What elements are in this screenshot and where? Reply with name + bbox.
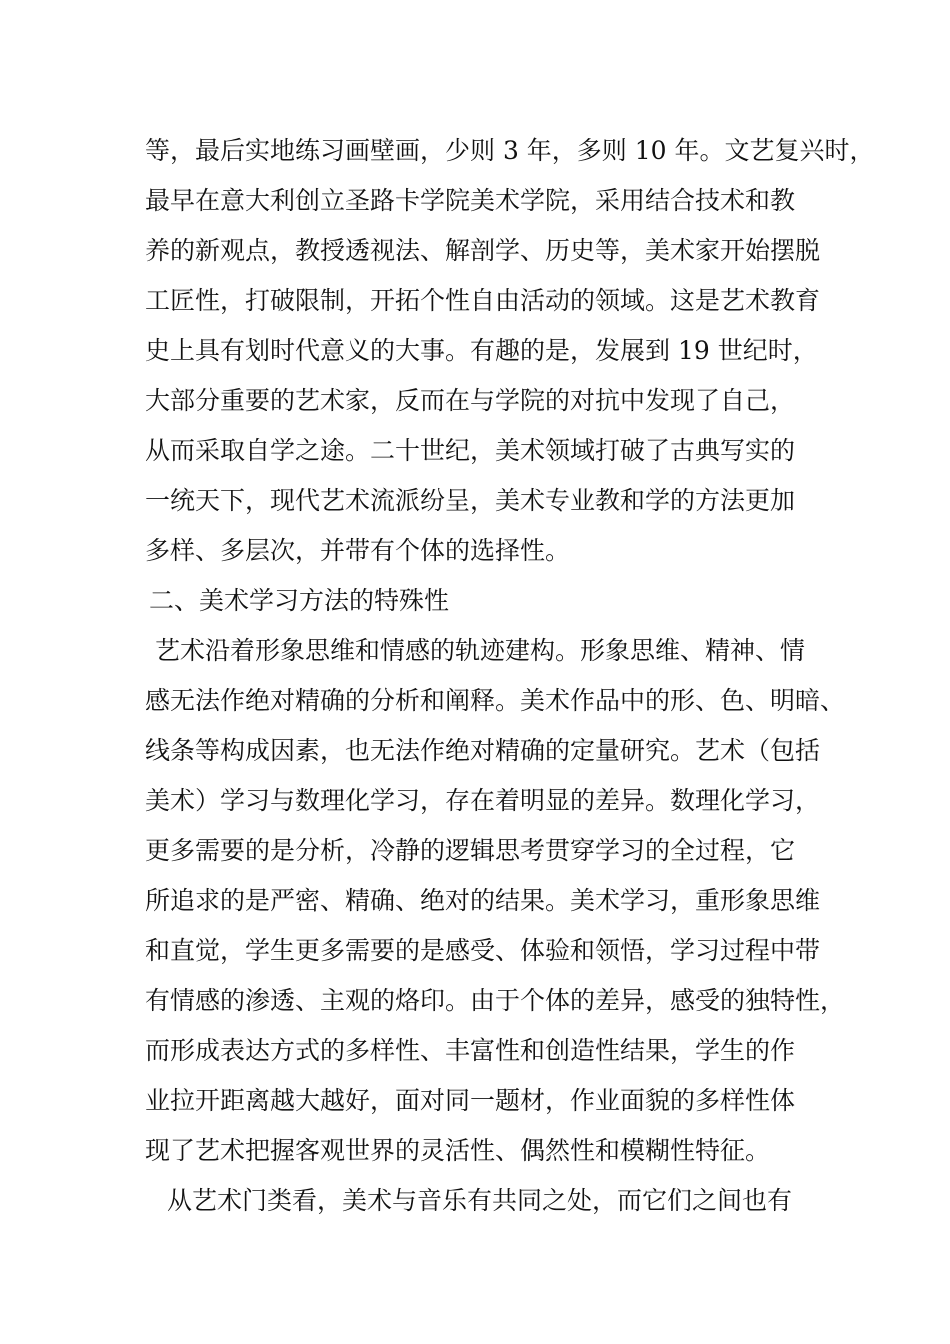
paragraph-1-line: 多样、多层次，并带有个体的选择性。 [145,536,571,565]
paragraph-2-line: 而形成表达方式的多样性、丰富性和创造性结果，学生的作 [145,1036,796,1065]
paragraph-2-line: 艺术沿着形象思维和情感的轨迹建构。形象思维、精神、情 [155,636,806,665]
paragraph-2-line: 现了艺术把握客观世界的灵活性、偶然性和模糊性特征。 [145,1136,771,1165]
paragraph-1-line: 从而采取自学之途。二十世纪，美术领域打破了古典写实的 [145,436,796,465]
paragraph-2-line: 感无法作绝对精确的分析和阐释。美术作品中的形、色、明暗、 [145,686,846,715]
paragraph-2-line: 美术）学习与数理化学习，存在着明显的差异。数理化学习， [145,786,821,815]
paragraph-2-line: 有情感的渗透、主观的烙印。由于个体的差异，感受的独特性， [145,986,846,1015]
paragraph-3-line: 从艺术门类看，美术与音乐有共同之处，而它们之间也有 [167,1186,793,1215]
paragraph-1-line: 等，最后实地练习画壁画，少则 3 年，多则 10 年。文艺复兴时， [145,136,875,165]
paragraph-2-line: 业拉开距离越大越好，面对同一题材，作业面貌的多样性体 [145,1086,796,1115]
paragraph-2-line: 更多需要的是分析，冷静的逻辑思考贯穿学习的全过程，它 [145,836,796,865]
section-heading: 二、美术学习方法的特殊性 [149,586,450,615]
paragraph-1-line: 大部分重要的艺术家，反而在与学院的对抗中发现了自己， [145,386,796,415]
paragraph-1-line: 一统天下，现代艺术流派纷呈，美术专业教和学的方法更加 [145,486,796,515]
document-body [145,126,875,1226]
paragraph-1-line: 养的新观点，教授透视法、解剖学、历史等，美术家开始摆脱 [145,236,821,265]
paragraph-2-line: 和直觉，学生更多需要的是感受、体验和领悟，学习过程中带 [145,936,821,965]
paragraph-1-line: 最早在意大利创立圣路卡学院美术学院，采用结合技术和教 [145,186,796,215]
paragraph-1-line: 史上具有划时代意义的大事。有趣的是，发展到 19 世纪时， [145,336,818,365]
paragraph-2-line: 所追求的是严密、精确、绝对的结果。美术学习，重形象思维 [145,886,821,915]
paragraph-1-line: 工匠性，打破限制，开拓个性自由活动的领域。这是艺术教育 [145,286,821,315]
paragraph-2-line: 线条等构成因素，也无法作绝对精确的定量研究。艺术（包括 [145,736,821,765]
